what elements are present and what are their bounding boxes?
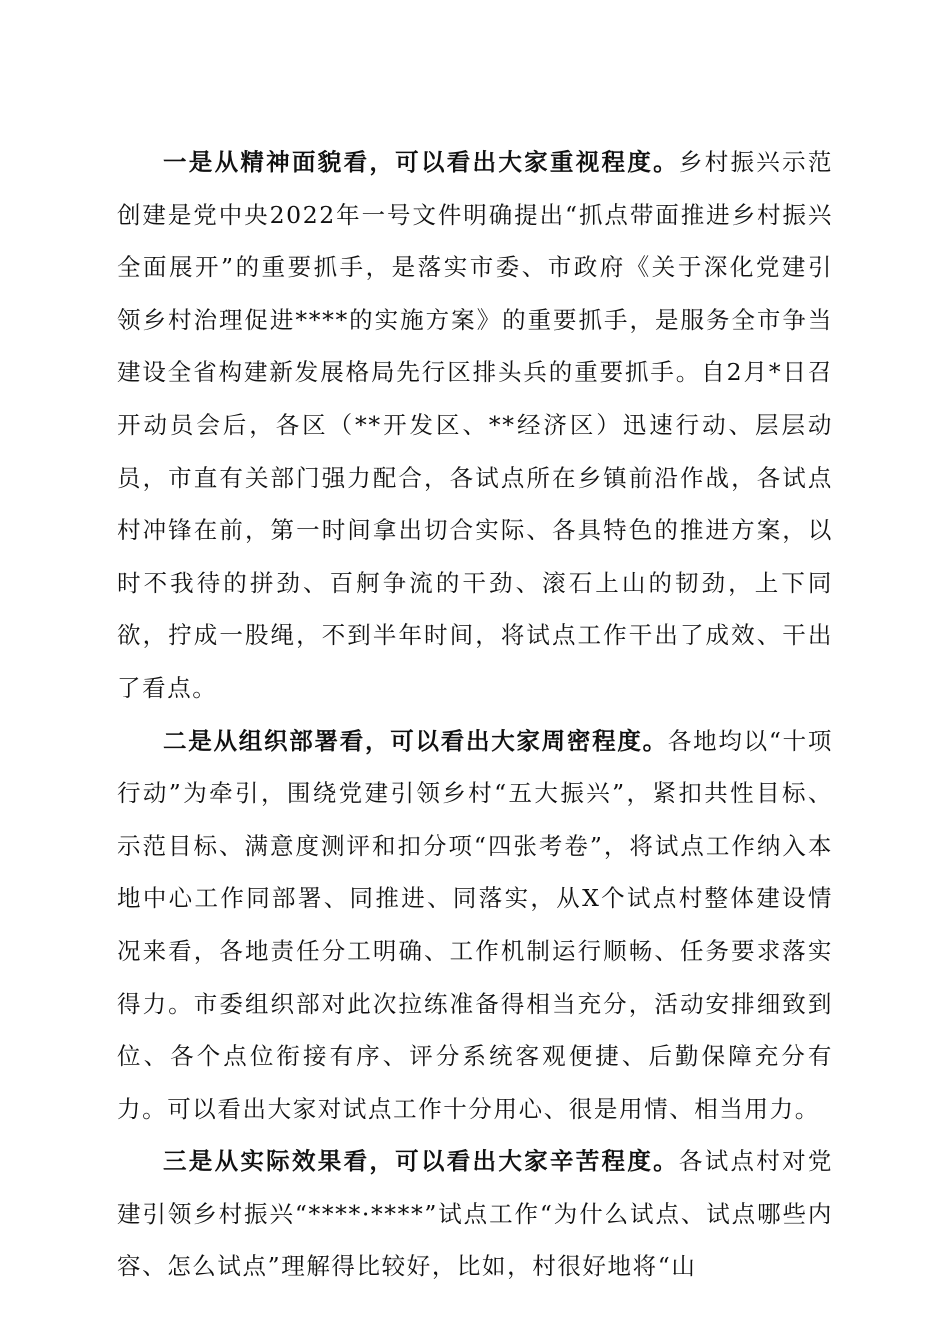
paragraph-lead: 三是从实际效果看，可以看出大家辛苦程度。 [163, 1147, 679, 1176]
paragraph-spirit [117, 136, 833, 715]
document-body [117, 136, 833, 1293]
paragraph-lead: 一是从精神面貌看，可以看出大家重视程度。 [163, 148, 679, 176]
paragraph-effect [117, 1135, 833, 1293]
paragraph-organization [117, 715, 833, 1136]
paragraph-text: 各地均以“十项行动”为牵引，围绕党建引领乡村“五大振兴”，紧扣共性目标、示范目标、满意度测评和扣分项“四张考卷”，将试点工作纳入本地中心工作同部署、同推进、同落实，从X个试点村整体建设情况来看，各地责任分工明确、工作机制运行顺畅、任务要求落实得力。市委组织部对此次拉练准备得相当充分，活动安排细致到位、各个点位衔接有序、评分系统客观便捷、后勤保障充分有力。可以看出大家对试点工作十分用心、很是用情、相当用力。 [117, 726, 834, 1123]
paragraph-text: 各试点村对党建引领乡村振兴“****·****”试点工作“为什么试点、试点哪些内容、怎么试点”理解得比较好，比如，村很好地将“山 [117, 1147, 833, 1281]
paragraph-text: 乡村振兴示范创建是党中央2022年一号文件明确提出“抓点带面推进乡村振兴全面展开”的重要抓手，是落实市委、市政府《关于深化党建引领乡村治理促进****的实施方案》的重要抓手，是服务全市争当建设全省构建新发展格局先行区排头兵的重要抓手。自2月*日召开动员会后，各区（**开发区、**经济区）迅速行动、层层动员，市直有关部门强力配合，各试点所在乡镇前沿作战，各试点村冲锋在前，第一时间拿出切合实际、各具特色的推进方案，以时不我待的拼劲、百舸争流的干劲、滚石上山的韧劲，上下同欲，拧成一股绳，不到半年时间，将试点工作干出了成效、干出了看点。 [117, 148, 833, 702]
paragraph-lead: 二是从组织部署看，可以看出大家周密程度。 [163, 726, 668, 755]
